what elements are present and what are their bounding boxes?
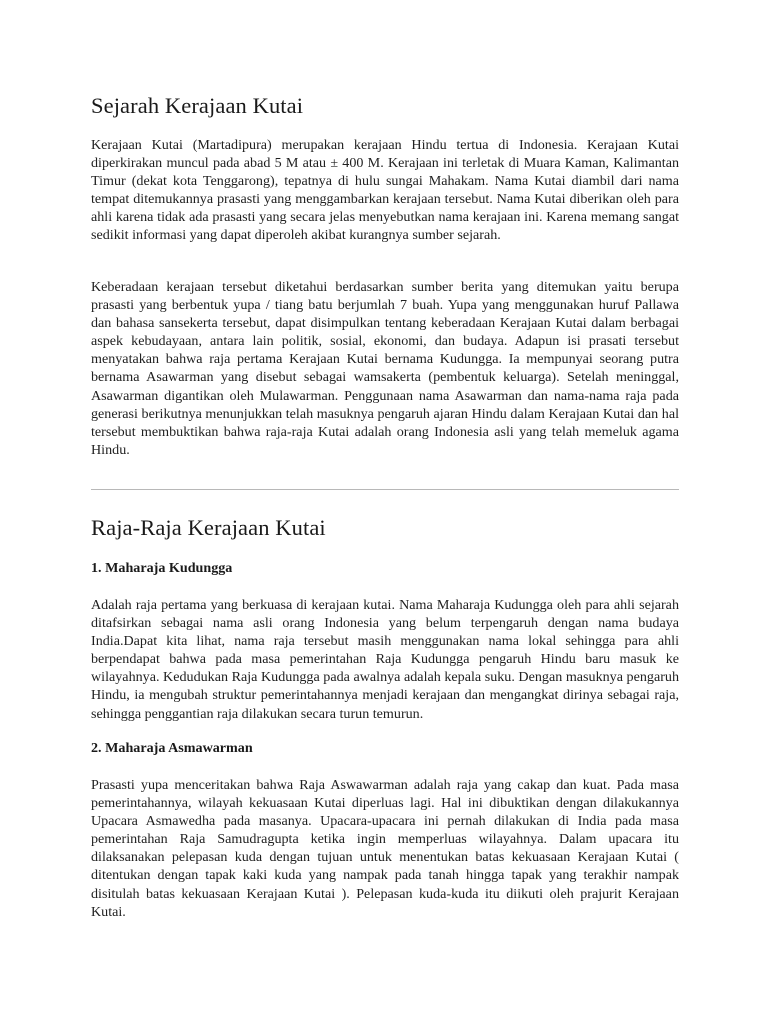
section-title-history: Sejarah Kerajaan Kutai bbox=[91, 93, 304, 118]
king-paragraph-asmawarman: Prasasti yupa menceritakan bahwa Raja Aswawarman adalah raja yang cakap dan kuat. Pada masa pemerintahannya, wilayah kekuasaan Kutai diperluas lagi. Hal ini dibuktikan dengan dilakukannya Upacara Asmawedha pada masanya. Upacara-upacara ini pernah dilakukan di India pada masa pemerintahan Raja Samudragupta ketika ingin memperluas wilayahnya. Dalam upacara itu dilaksanakan pelepasan kuda dengan tujuan untuk menentukan batas kekuasaan Kerajaan Kutai ( ditentukan dengan tapak kaki kuda yang nampak pada tanah hingga tapak yang terakhir nampak disitulah batas kekuasaan Kerajaan Kutai ). Pelepasan kuda-kuda itu diikuti oleh prajurit Kerajaan Kutai. bbox=[91, 777, 679, 920]
king-paragraph-kudungga: Adalah raja pertama yang berkuasa di kerajaan kutai. Nama Maharaja Kudungga oleh para ahli sejarah ditafsirkan sebagai nama asli orang Indonesia yang belum terpengaruh dengan nama budaya India.Dapat kita lihat, nama raja tersebut masih menggunakan nama lokal sehingga para ahli berpendapat bahwa pada masa pemerintahan Raja Kudungga pengaruh Hindu baru masuk ke wilayahnya. Kedudukan Raja Kudungga pada awalnya adalah kepala suku. Dengan masuknya pengaruh Hindu, ia mengubah struktur pemerintahannya menjadi kerajaan dan mengangkat dirinya sebagai raja, sehingga penggantian raja dilakukan secara turun temurun. bbox=[91, 597, 679, 722]
history-paragraph-2: Keberadaan kerajaan tersebut diketahui berdasarkan sumber berita yang ditemukan yaitu berupa prasasti yang berbentuk yupa / tiang batu berjumlah 7 buah. Yupa yang menggunakan huruf Pallawa dan bahasa sansekerta tersebut, dapat disimpulkan tentang keberadaan Kerajaan Kutai dalam berbagai aspek kebudayaan, antara lain politik, sosial, ekonomi, dan budaya. Adapun isi prasati tersebut menyatakan bahwa raja pertama Kerajaan Kutai bernama Kudungga. Ia mempunyai seorang putra bernama Asawarman yang disebut sebagai wamsakerta (pembentuk keluarga). Setelah meninggal, Asawarman digantikan oleh Mulawarman. Penggunaan nama Asawarman dan nama-nama raja pada generasi berikutnya menunjukkan telah masuknya pengaruh ajaran Hindu dalam Kerajaan Kutai dan hal tersebut membuktikan bahwa raja-raja Kutai adalah orang Indonesia asli yang telah memeluk agama Hindu. bbox=[91, 279, 679, 458]
section-divider bbox=[91, 489, 679, 490]
king-heading-kudungga: 1. Maharaja Kudungga bbox=[91, 560, 233, 576]
history-paragraph-1: Kerajaan Kutai (Martadipura) merupakan kerajaan Hindu tertua di Indonesia. Kerajaan Kutai diperkirakan muncul pada abad 5 M atau ± 400 M. Kerajaan ini terletak di Muara Kaman, Kalimantan Timur (dekat kota Tenggarong), tepatnya di hulu sungai Mahakam. Nama Kutai diambil dari nama tempat ditemukannya prasasti yang menggambarkan kerajaan tersebut. Nama Kutai diberikan oleh para ahli karena tidak ada prasasti yang secara jelas menyebutkan nama kerajaan ini. Karena memang sangat sedikit informasi yang dapat diperoleh akibat kurangnya sumber sejarah. bbox=[91, 137, 679, 244]
section-title-kings: Raja-Raja Kerajaan Kutai bbox=[91, 515, 326, 540]
king-heading-asmawarman: 2. Maharaja Asmawarman bbox=[91, 740, 253, 756]
